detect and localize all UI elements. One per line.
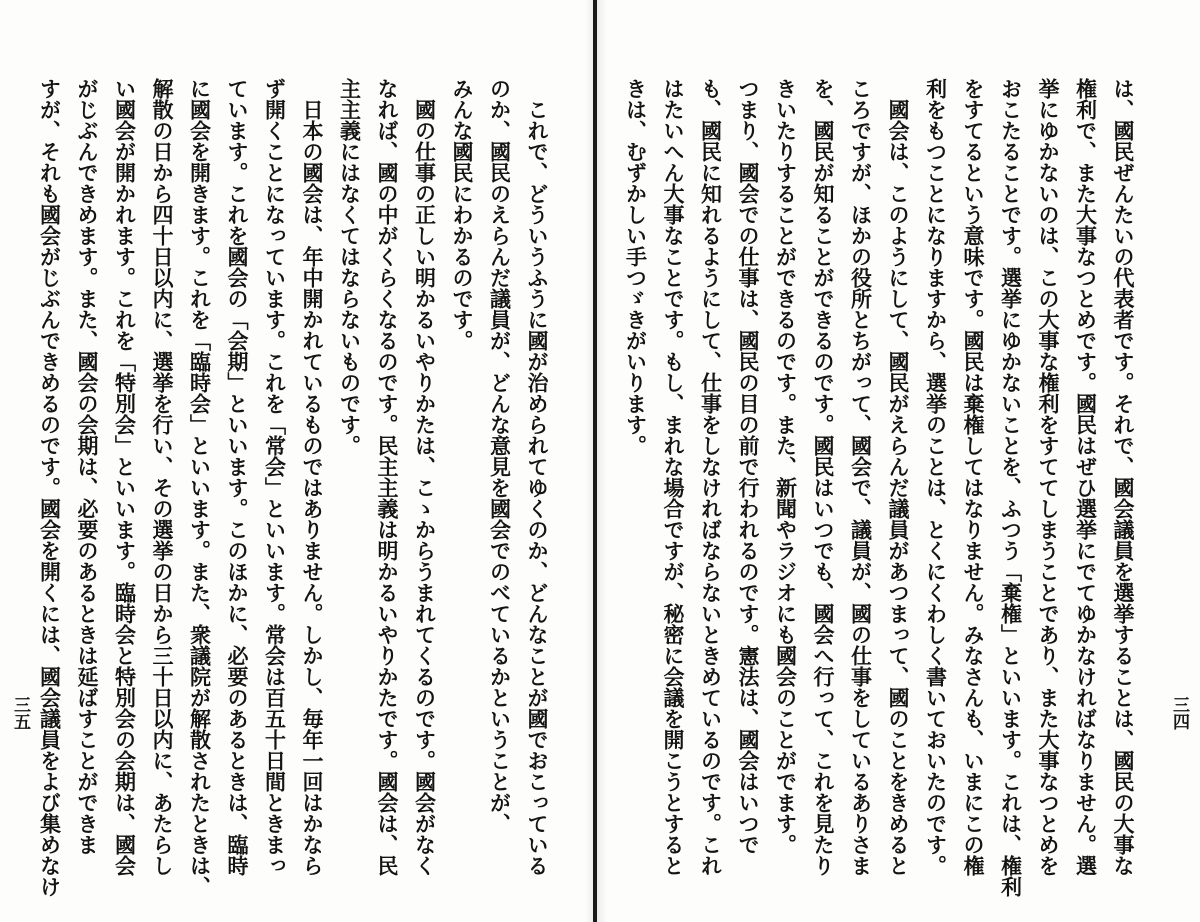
text-line: がじぶんできめます。また、國会の会期は、必要のあるときは延ばすことができま xyxy=(75,78,100,855)
text-line: をすてるという意味です。國民は棄権してはなりません。みなさんも、いまにこの権 xyxy=(961,78,986,876)
text-line: い國会が開かれます。これを「特別会」といいます。臨時会と特別会の会期は、國会 xyxy=(112,78,138,876)
page-number-left: 三五 xyxy=(10,696,30,730)
text-line: きは、むずかしい手つゞきがいります。 xyxy=(623,78,649,456)
text-line: 挙にゆかないのは、この大事な権利をすててしまうことであり、また大事なつとめを xyxy=(1036,78,1061,876)
right-page-body xyxy=(617,78,1142,897)
text-line: 利をもつことになりますから、選挙のことは、とくにくわしく書いておいたのです。 xyxy=(923,78,949,876)
text-line: ています。これを國会の「会期」といいます。このほかに、必要のあるときは、臨時 xyxy=(225,78,250,876)
text-line: なれば、國の中がくらくなるのです。民主主義は明かるいやりかたです。國会は、民 xyxy=(375,78,400,876)
text-line: おこたることです。選挙にゆかないことを、ふつう「棄権」といいます。これは、権利 xyxy=(998,78,1024,897)
text-line: きいたりすることができるのです。また、新聞やラジオにも國会のことがでます。 xyxy=(773,78,799,855)
text-line: すが、それも國会がじぶんできめるのです。國会を開くには、國会議員をよび集めなけ xyxy=(37,78,63,897)
left-page-body xyxy=(31,78,556,897)
text-line: みんな國民にわかるのです。 xyxy=(450,78,475,351)
text-line: 日本の國会は、年中開かれているものではありません。しかし、毎年一回はかなら xyxy=(300,78,325,876)
right-page xyxy=(604,0,1200,922)
text-line: 主主義にはなくてはならないものです。 xyxy=(337,78,363,456)
text-line: はたいへん大事なことです。もし、まれな場合ですが、秘密に会議を開こうとすると xyxy=(661,78,686,876)
text-line: ころですが、ほかの役所とちがって、國会で、議員が、國の仕事をしているありさま xyxy=(848,78,874,876)
text-line: これで、どういうふうに國が治められてゆくのか、どんなことが國でおこっている xyxy=(525,78,550,876)
text-line: 國の仕事の正しい明かるいやりかたは、こゝからうまれてくるのです。國会がなく xyxy=(412,78,438,876)
text-line: ず開くことになっています。これを「常会」といいます。常会は百五十日間ときまっ xyxy=(262,78,288,876)
gutter-divider xyxy=(593,0,597,922)
text-line: のか、國民のえらんだ議員が、どんな意見を國会でのべているかということが、 xyxy=(487,78,513,834)
text-line: に國会を開きます。これを「臨時会」といいます。また、衆議院が解散されたときは、 xyxy=(187,78,213,897)
text-line: 権利で、また大事なつとめです。國民はぜひ選挙にでてゆかなければなりません。選 xyxy=(1073,78,1099,876)
text-line: 國会は、このようにして、國民がえらんだ議員があつまって、國のことをきめると xyxy=(886,78,911,876)
text-line: 解散の日から四十日以内に、選挙を行い、その選挙の日から三十日以内に、あたらし xyxy=(150,78,175,876)
left-page xyxy=(0,0,596,922)
text-line: を、國民が知ることができるのです。國民はいつでも、國会へ行って、これを見たり xyxy=(811,78,836,876)
page-number-right: 三四 xyxy=(1169,696,1189,730)
text-line: つまり、國会での仕事は、國民の目の前で行われるのです。憲法は、國会はいつで xyxy=(736,78,761,855)
text-line: は、國民ぜんたいの代表者です。それで、國会議員を選挙することは、國民の大事な xyxy=(1111,78,1136,876)
text-line: も、國民に知れるようにして、仕事をしなければならないときめているのです。これ xyxy=(698,78,724,876)
